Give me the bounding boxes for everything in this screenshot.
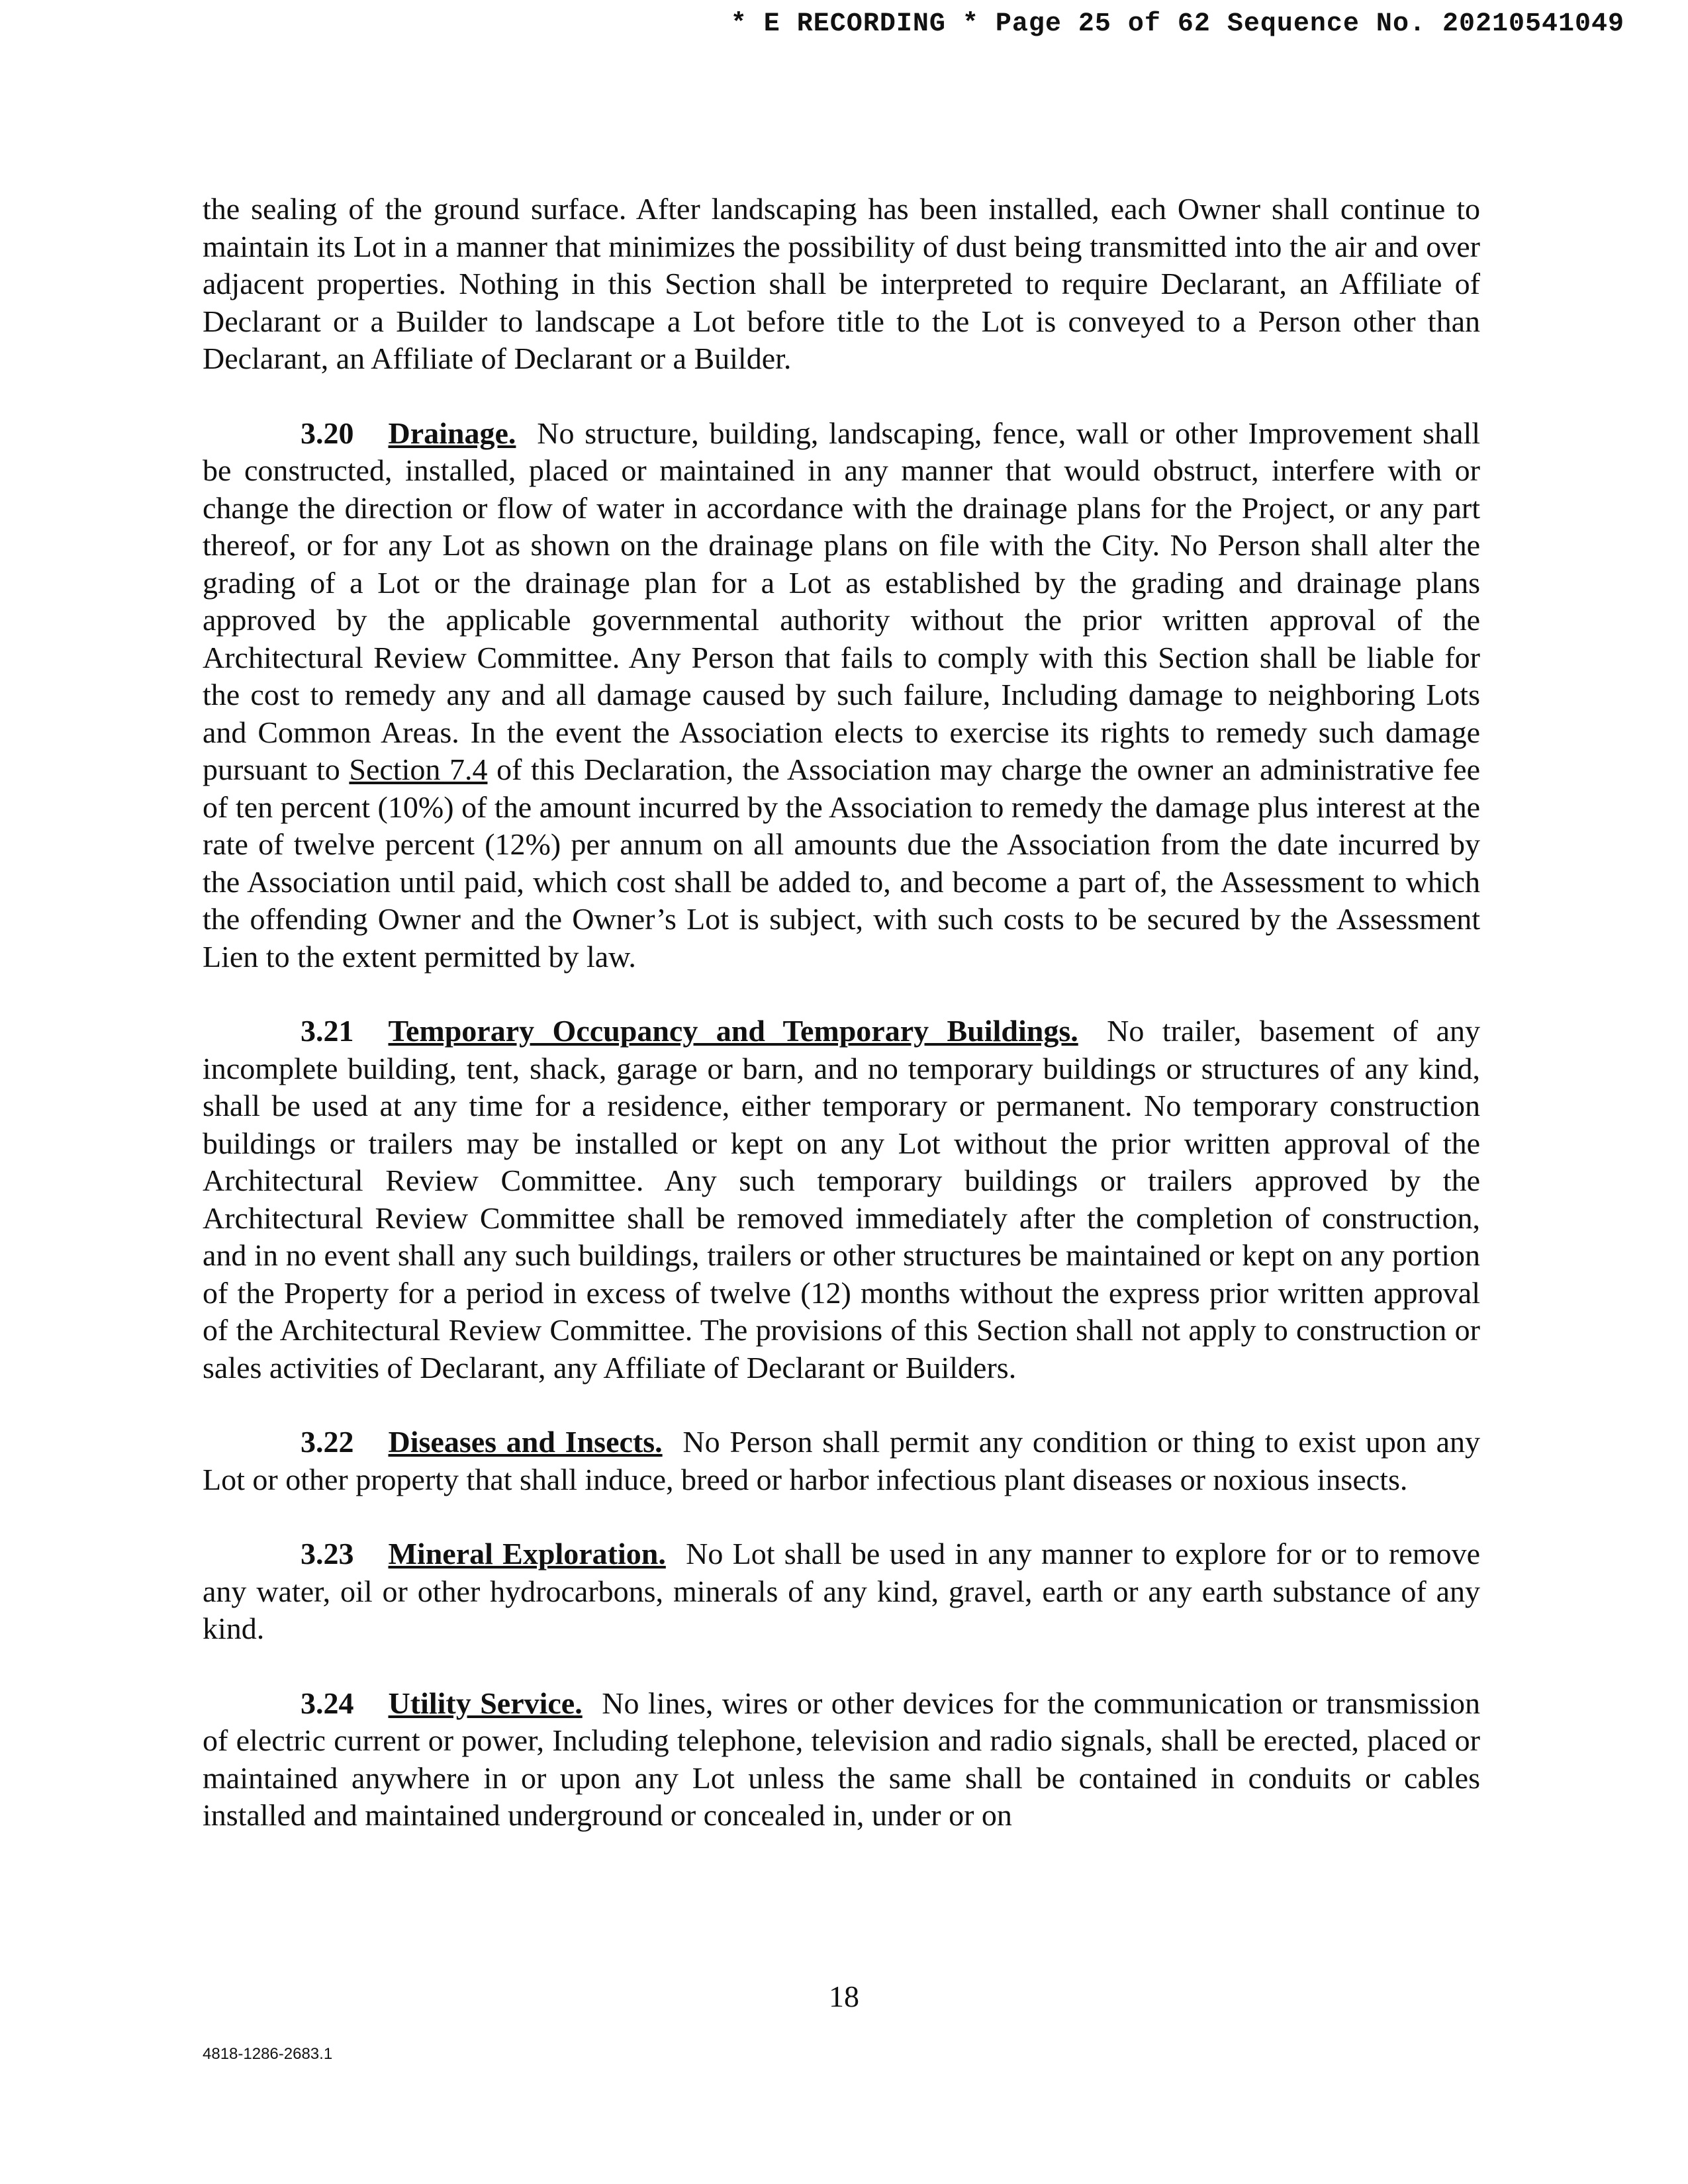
section-title: Utility Service.	[388, 1686, 583, 1720]
section-number: 3.22	[301, 1425, 354, 1459]
section-number: 3.20	[301, 416, 354, 450]
document-id: 4818-1286-2683.1	[203, 2045, 333, 2063]
section-text: No trailer, basement of any incomplete building, tent, shack, garage or barn, and no temporary buildings or structures of any kind, shall be used at any time for a residence, either temporary or permanent. No temporary construction buildings or trailers may be installed or kept on any Lot without the prior written approval of the Architectural Review Committee. Any such temporary buildings or trailers approved by the Architectural Review Committee shall be removed immediately after the completion of construction, and in no event shall any such buildings, trailers or other structures be maintained or kept on any portion of the Property for a period in excess of twelve (12) months without the express prior written approval of the Architectural Review Committee. The provisions of this Section shall not apply to construction or sales activities of Declarant, any Affiliate of Declarant or Builders.	[203, 1014, 1481, 1385]
section-3-20	[203, 415, 1480, 976]
section-number: 3.23	[301, 1537, 354, 1570]
section-3-23	[203, 1535, 1480, 1648]
section-title: Drainage.	[388, 416, 516, 450]
section-3-22	[203, 1424, 1480, 1498]
section-number: 3.24	[301, 1686, 354, 1720]
section-text: No lines, wires or other devices for the communication or transmission of electric current or power, Including telephone, television and radio signals, shall be erected, placed or maintained anywhere in or upon any Lot unless the same shall be contained in conduits or cables installed and maintained underground or concealed in, under or on	[203, 1686, 1481, 1832]
section-cross-reference: Section 7.4	[349, 752, 488, 786]
section-text: No Lot shall be used in any manner to explore for or to remove any water, oil or other hydrocarbons, minerals of any kind, gravel, earth or any earth substance of any kind.	[203, 1537, 1480, 1645]
recording-stamp: * E RECORDING * Page 25 of 62 Sequence No. 20210541049	[730, 9, 1624, 39]
document-body	[203, 191, 1480, 1872]
page-number: 18	[829, 1979, 859, 2013]
section-3-24	[203, 1685, 1480, 1835]
section-text: of this Declaration, the Association may charge the owner an administrative fee of ten percent (10%) of the amount incurred by the Association to remedy the damage plus interest at the rate of twelve percent (12%) per annum on all amounts due the Association from the date incurred by the Association until paid, which cost shall be added to, and become a part of, the Assessment to which the offending Owner and the Owner’s Lot is subject, with such costs to be secured by the Assessment Lien to the extent permitted by law.	[203, 752, 1481, 974]
section-3-21	[203, 1013, 1480, 1387]
section-title: Temporary Occupancy and Temporary Buildings.	[388, 1014, 1078, 1048]
section-number: 3.21	[301, 1014, 354, 1048]
intro-paragraph: the sealing of the ground surface. After landscaping has been installed, each Owner shall continue to maintain its Lot in a manner that minimizes the possibility of dust being transmitted into the air and over adjacent properties. Nothing in this Section shall be interpreted to require Declarant, an Affiliate of Declarant or a Builder to landscape a Lot before title to the Lot is conveyed to a Person other than Declarant, an Affiliate of Declarant or a Builder.	[203, 192, 1480, 375]
section-title: Mineral Exploration.	[388, 1537, 666, 1570]
section-title: Diseases and Insects.	[388, 1425, 663, 1459]
section-text: No Person shall permit any condition or thing to exist upon any Lot or other property that shall induce, breed or harbor infectious plant diseases or noxious insects.	[203, 1425, 1481, 1496]
section-text: No structure, building, landscaping, fence, wall or other Improvement shall be constructed, installed, placed or maintained in any manner that would obstruct, interfere with or change the direction or flow of water in accordance with the drainage plans for the Project, or any part thereof, or for any Lot as shown on the drainage plans on file with the City. No Person shall alter the grading of a Lot or the drainage plan for a Lot as established by the grading and drainage plans approved by the applicable governmental authority without the prior written approval of the Architectural Review Committee. Any Person that fails to comply with this Section shall be liable for the cost to remedy any and all damage caused by such failure, Including damage to neighboring Lots and Common Areas. In the event the Association elects to exercise its rights to remedy such damage pursuant to	[203, 416, 1481, 786]
